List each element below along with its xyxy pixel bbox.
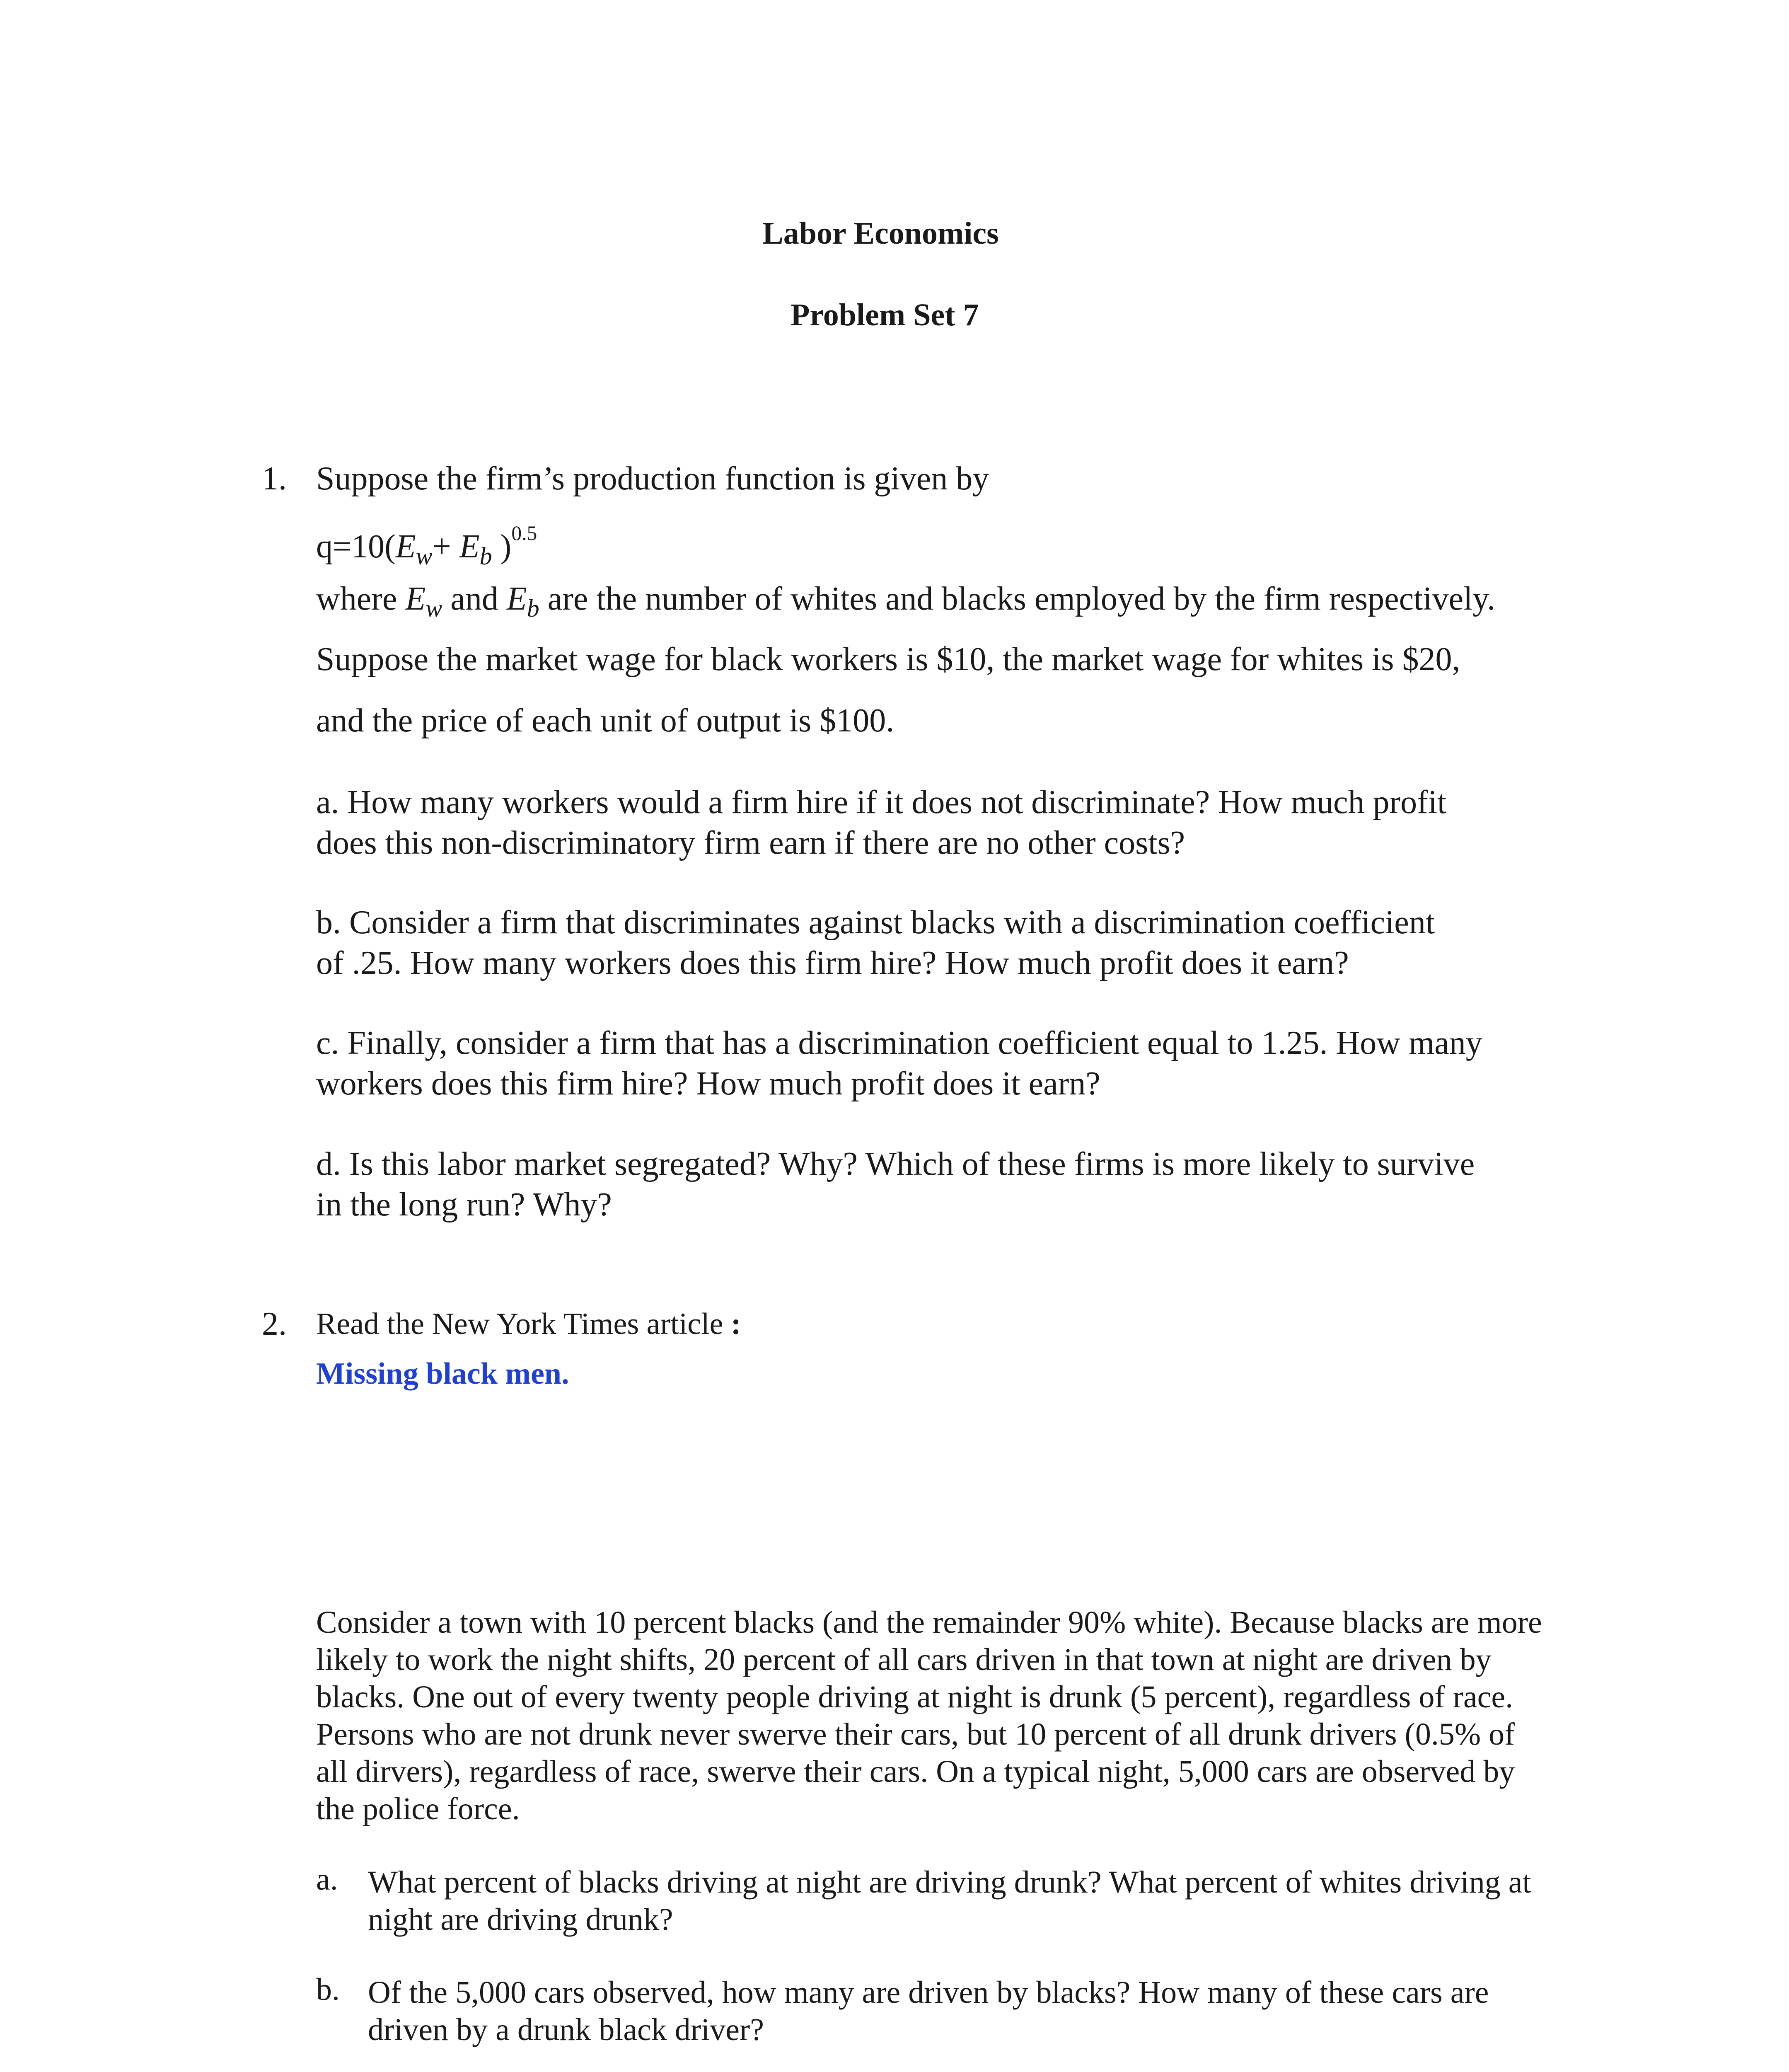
- question-2-intro-colon: :: [723, 1307, 741, 1341]
- formula-lhs: q=10(: [316, 528, 396, 565]
- formula-plus: +: [432, 528, 459, 565]
- market-wage-line: Suppose the market wage for black workers is $10, the market wage for whites is $20,: [316, 641, 1460, 678]
- question-1-intro: Suppose the firm’s production function is given by: [316, 460, 989, 497]
- where-ew-letter: E: [405, 581, 426, 617]
- variables-definition: [316, 582, 1495, 621]
- output-price-line: and the price of each unit of output is $100.: [316, 702, 894, 739]
- q2-part-a-line-1: What percent of blacks driving at night are driving drunk? What percent of whites driving at: [368, 1865, 1531, 1900]
- where-eb-letter: E: [506, 581, 527, 617]
- formula-ew-letter: E: [395, 528, 416, 565]
- formula-close: ): [492, 528, 512, 565]
- part-d-line-1: d. Is this labor market segregated? Why? Which of these firms is more likely to survive: [316, 1146, 1475, 1182]
- part-a-line-1: a. How many workers would a firm hire if it does not discriminate? How much profit: [316, 784, 1447, 821]
- course-title: Labor Economics: [762, 216, 999, 251]
- question-2-part-b: [368, 1974, 1489, 2048]
- production-function-formula: [316, 523, 537, 569]
- question-1-part-b: [316, 902, 1435, 983]
- paragraph-line-4: Persons who are not drunk never swerve their cars, but 10 percent of all drunk drivers (0.5% of: [316, 1717, 1515, 1752]
- where-middle: and: [442, 581, 507, 617]
- formula-ew-subscript: w: [416, 542, 433, 570]
- where-prefix: where: [316, 581, 406, 617]
- article-link[interactable]: Missing black men.: [316, 1357, 569, 1391]
- question-2-intro-text: Read the New York Times article: [316, 1307, 723, 1341]
- part-c-line-2: workers does this firm hire? How much profit does it earn?: [316, 1065, 1100, 1102]
- question-1-part-a: [316, 782, 1446, 863]
- question-2-part-b-letter: b.: [316, 1972, 340, 2007]
- part-d-line-2: in the long run? Why?: [316, 1186, 612, 1223]
- where-eb-subscript: b: [527, 594, 539, 622]
- part-b-line-1: b. Consider a firm that discriminates against blacks with a discrimination coefficient: [316, 904, 1435, 941]
- q2-part-b-line-2: driven by a drunk black driver?: [368, 2012, 764, 2047]
- paragraph-line-5: all dirvers), regardless of race, swerve their cars. On a typical night, 5,000 cars are observed by: [316, 1754, 1515, 1789]
- question-2-number: 2.: [262, 1306, 287, 1342]
- paragraph-line-2: likely to work the night shifts, 20 percent of all cars driven in that town at night are driven by: [316, 1642, 1492, 1677]
- part-c-line-1: c. Finally, consider a firm that has a discrimination coefficient equal to 1.25. How many: [316, 1025, 1482, 1061]
- formula-exponent: 0.5: [511, 522, 537, 545]
- where-ew-subscript: w: [425, 594, 442, 622]
- problem-set-title: Problem Set 7: [791, 298, 979, 332]
- paragraph-line-3: blacks. One out of every twenty people driving at night is drunk (5 percent), regardless of race.: [316, 1680, 1513, 1714]
- question-1-part-c: [316, 1023, 1482, 1104]
- where-suffix: are the number of whites and blacks employed by the firm respectively.: [539, 581, 1496, 617]
- part-a-line-2: does this non-discriminatory firm earn if there are no other costs?: [316, 825, 1185, 861]
- paragraph-line-1: Consider a town with 10 percent blacks (and the remainder 90% white). Because blacks are more: [316, 1605, 1542, 1640]
- question-1-number: 1.: [262, 460, 287, 497]
- question-2-part-a: [368, 1864, 1531, 1938]
- formula-eb-subscript: b: [479, 542, 492, 570]
- paragraph-line-6: the police force.: [316, 1791, 520, 1826]
- question-2-part-a-letter: a.: [316, 1862, 338, 1897]
- question-1-part-d: [316, 1144, 1475, 1225]
- q2-part-a-line-2: night are driving drunk?: [368, 1902, 673, 1937]
- q2-part-b-line-1: Of the 5,000 cars observed, how many are driven by blacks? How many of these cars are: [368, 1975, 1489, 2010]
- question-2-intro: [316, 1309, 741, 1339]
- question-2-paragraph: [316, 1604, 1542, 1828]
- formula-eb-letter: E: [459, 528, 480, 565]
- part-b-line-2: of .25. How many workers does this firm hire? How much profit does it earn?: [316, 945, 1349, 981]
